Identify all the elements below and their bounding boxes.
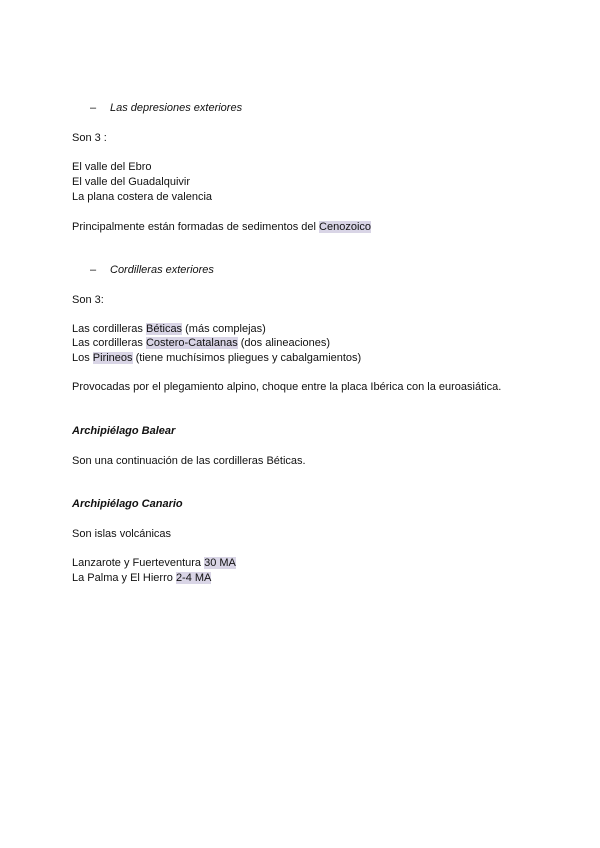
highlight-beticas: Béticas (145, 323, 183, 335)
canarias-text: Son islas volcánicas (72, 528, 172, 540)
highlight-cenozoico: Cenozoico (319, 221, 372, 233)
cordillera-item: Los Pirineos (tiene muchísimos pliegues y cabalgamientos) (72, 352, 362, 364)
canarias-heading: Archipiélago Canario (72, 498, 183, 510)
depresion-item: La plana costera de valencia (72, 191, 213, 203)
cordilleras-heading-row (90, 263, 214, 277)
depresiones-count: Son 3 : (72, 132, 107, 144)
baleares-text: Son una continuación de las cordilleras Béticas. (72, 455, 306, 467)
cordilleras-heading: Cordilleras exteriores (110, 264, 214, 276)
depresiones-composition: Principalmente están formadas de sedimentos del Cenozoico (72, 221, 372, 233)
canarias-island: La Palma y El Hierro 2-4 MA (72, 572, 212, 584)
depresiones-heading: Las depresiones exteriores (110, 102, 243, 114)
canarias-island: Lanzarote y Fuerteventura 30 MA (72, 557, 236, 569)
dash-bullet: – (90, 264, 97, 276)
highlight-costero-catalanas: Costero-Catalanas (145, 337, 238, 349)
highlight-age: 2-4 MA (175, 572, 212, 584)
depresiones-heading-row (90, 101, 242, 115)
highlight-age: 30 MA (204, 557, 236, 569)
highlight-pirineos: Pirineos (92, 352, 133, 364)
dash-bullet: – (90, 102, 97, 114)
depresion-item: El valle del Ebro (72, 161, 152, 173)
cordillera-item: Las cordilleras Béticas (más complejas) (72, 323, 266, 335)
cordilleras-origin: Provocadas por el plegamiento alpino, choque entre la placa Ibérica con la euroasiática. (72, 381, 502, 393)
baleares-heading: Archipiélago Balear (72, 425, 176, 437)
cordilleras-count: Son 3: (72, 294, 104, 306)
depresion-item: El valle del Guadalquivir (72, 176, 191, 188)
cordillera-item: Las cordilleras Costero-Catalanas (dos alineaciones) (72, 337, 331, 349)
